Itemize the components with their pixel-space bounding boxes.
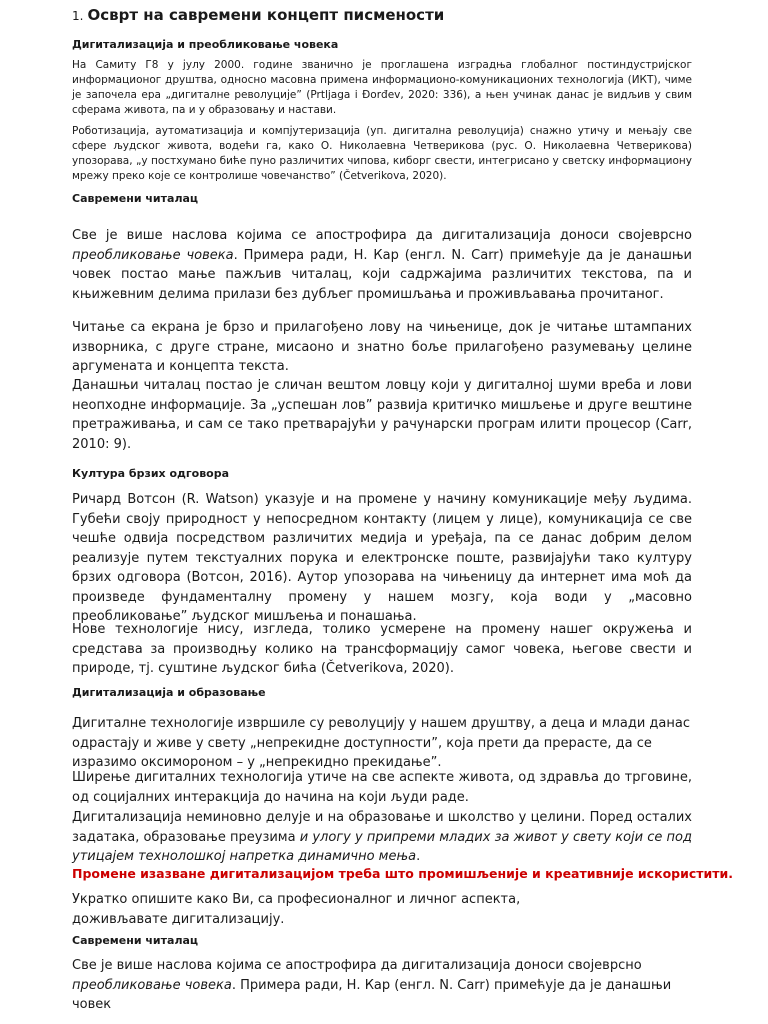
paragraph-school-end: . <box>416 849 421 864</box>
paragraph-g8-summit: На Самиту Г8 у јулу 2000. године званично је проглашена изградња глобалног постиндустријског информационог друштва, односно масовна примена информационо-комуникационих технологија (ИКТ), чиме је започела ера „дигиталне револуције” (Prtljaga i Đorđev, 2020: 336), а њен учинак данас је видљив у свим сферама живота, па и у образовању и настави. <box>72 59 692 116</box>
paragraph-availability: Дигиталне технологије извршиле су револуцију у нашем друштву, а деца и млади данас одрастају и живе у свету „непрекидне доступности”, која прети да прерасте, да се изразимо оксимороном – у „непрекидно прекидање”. <box>72 716 690 770</box>
title-number: 1. <box>72 9 84 23</box>
title-text: Осврт на савремени концепт писмености <box>87 6 445 24</box>
paragraph-carr <box>72 226 692 304</box>
section-heading-modern-reader-2: Савремени читалац <box>72 934 199 947</box>
paragraph-hunter: Данашњи читалац постао је сличан вештом ловцу који у дигиталној шуми вреба и лови неопходне информације. За „успешан лов” развија критичко мишљење и друге вештине претраживања, и сам се тако претварајући у рачунарски програм илити процесор (Carr, 2010: 9). <box>72 378 692 452</box>
paragraph-carr-emphasis: преобликовање човека <box>72 247 234 263</box>
paragraph-carr-repeat <box>72 956 692 1015</box>
section-heading-modern-reader: Савремени читалац <box>72 192 199 205</box>
paragraph-new-technologies: Нове технологије нису, изгледа, толико усмерене на промену нашег окружења и средстава за производњу колико на трансформацију самог човека, његове свести и природе, тј. суштине људског бића (Četverikova, 2020). <box>72 622 692 676</box>
paragraph-carr-start: Све је више наслова којима се апострофира да дигитализација доноси својеврсно <box>72 228 692 243</box>
paragraph-carr-repeat-end: . Примера ради, Н. Кар (енгл. N. Carr) примећује да је данашњи човек <box>72 977 672 1012</box>
red-note: Промене изазване дигитализацијом треба што промишљеније и креативније искористити. <box>72 866 734 881</box>
section-heading-quick-answers: Култура брзих одговора <box>72 467 230 480</box>
paragraph-school <box>72 808 692 867</box>
paragraph-watson: Ричард Вотсон (R. Watson) указује и на промене у начину комуникације међу људима. Губећи своју природност у непосредном контакту (лицем у лице), комуникација се све чешће одвија посредством различитих медија и уређаја, па се данас добрим делом реализује путем текстуалних порука и електронске поште, развијајући тако културу брзих одговора (Вотсон, 2016). Аутор упозорава на чињеницу да интернет има моћ да произведе фундаменталну промену у нашем мозгу, која води у „масовно преобликовање” људског мишљења и понашања. <box>72 492 692 624</box>
page-title <box>72 6 444 24</box>
paragraph-carr-repeat-emphasis: преобликовање човека <box>72 977 232 993</box>
section-heading-education: Дигитализација и образовање <box>72 686 266 699</box>
paragraph-carr-end: . Примера ради, Н. Кар (енгл. N. Carr) примећује да је данашњи човек постао мање пажљив читалац, који садржајима различитих текстова, па и књижевним делима прилази без дубљег промишљања и проживљавања прочитаног. <box>72 247 692 302</box>
paragraph-robotization: Роботизација, аутоматизација и компјутеризација (уп. дигитална револуција) снажно утичу и мењају све сфере људског живота, водећи га, како О. Николаевна Четверикова (рус. О. Николаевна Четверикова) упозорава, „у постхумано биће пуно различитих чипова, киборг свести, интегрисано у светску информациону мрежу преко које се контролише човечанство” (Četverikova, 2020). <box>72 125 692 182</box>
section-heading-digitalization: Дигитализација и преобликовање човека <box>72 38 339 51</box>
paragraph-school-start: Дигитализација неминовно делује и на образовање и школство у целини. Поред осталих задатака, образовање преузима <box>72 810 692 845</box>
paragraph-spread: Ширење дигиталних технологија утиче на све аспекте живота, од здравља до трговине, од социјалних интеракција до начина на који људи раде. <box>72 770 692 805</box>
paragraph-carr-repeat-start: Све је више наслова којима се апострофира да дигитализација доноси својеврсно <box>72 958 642 973</box>
paragraph-screen-reading: Читање са екрана је брзо и прилагођено лову на чињенице, док је читање штампаних изворника, с друге стране, мисаоно и знатно боље прилагођено разумевању целине аргумената и концепта текста. <box>72 320 692 374</box>
paragraph-school-emphasis: и улогу у припреми младих за живот у свету који се под утицајем технолошкој напретка динамично мења <box>72 829 692 864</box>
task-prompt: Укратко опишите како Ви, са професионалног и личног аспекта, доживљавате дигитализацију. <box>72 892 521 927</box>
